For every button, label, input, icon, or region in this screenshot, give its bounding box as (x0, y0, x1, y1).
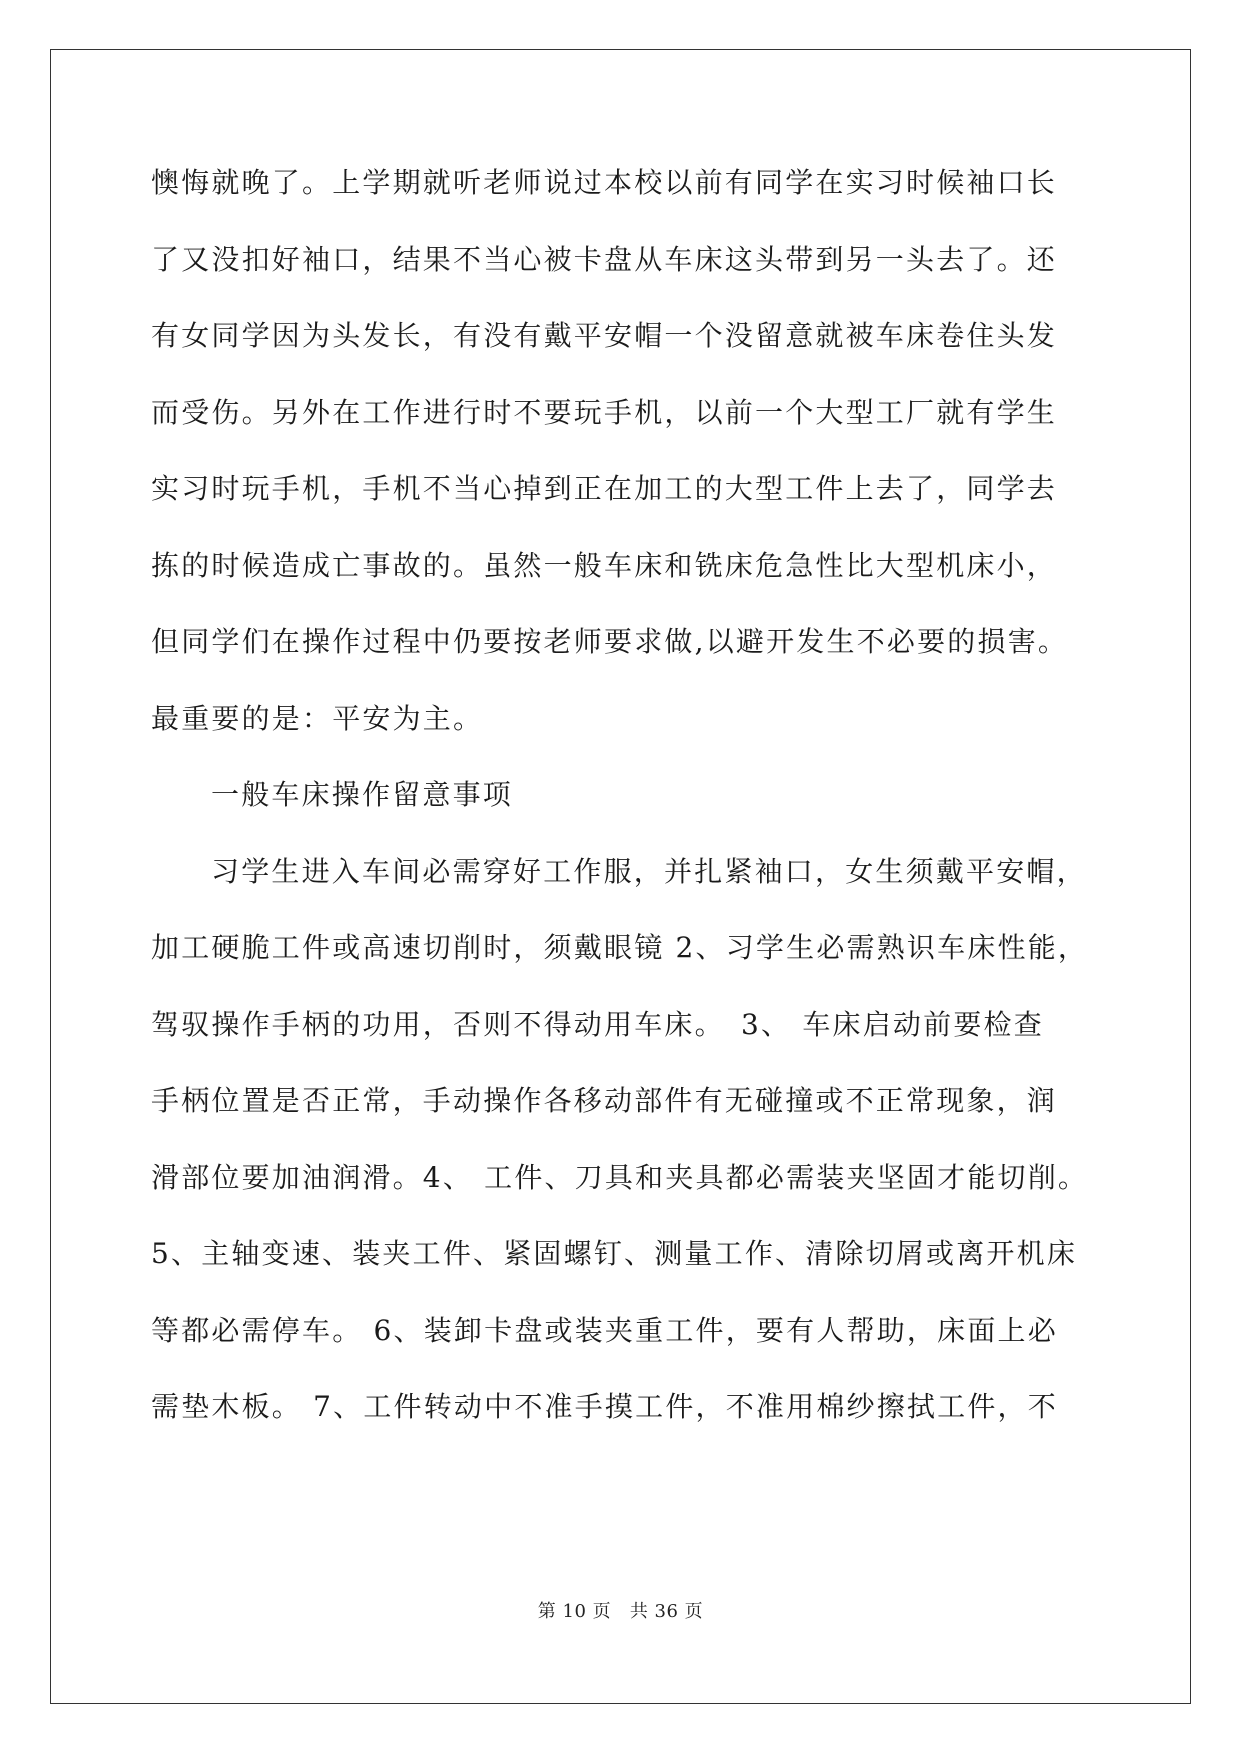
text-line: 了又没扣好袖口，结果不当心被卡盘从车床这头带到另一头去了。还 (151, 242, 1058, 276)
text-line: 驾驭操作手柄的功用，否则不得动用车床。 3、 车床启动前要检查 (151, 1007, 1044, 1041)
text-line: 拣的时候造成亡事故的。虽然一般车床和铣床危急性比大型机床小， (151, 548, 1058, 582)
text-line: 习学生进入车间必需穿好工作服，并扎紧袖口，女生须戴平安帽， (211, 854, 1087, 888)
document-body (151, 155, 1091, 1456)
text-line: 最重要的是：平安为主。 (151, 701, 484, 735)
text-line: 懊悔就晚了。上学期就听老师说过本校以前有同学在实习时候袖口长 (151, 166, 1058, 199)
text-line: 有女同学因为头发长，有没有戴平安帽一个没留意就被车床卷住头发 (151, 319, 1058, 352)
text-line: 5、主轴变速、装夹工件、紧固螺钉、测量工作、清除切屑或离开机床 (151, 1237, 1078, 1270)
text-line: 加工硬脆工件或高速切削时，须戴眼镜 2、习学生必需熟识车床性能， (151, 931, 1089, 964)
text-line: 而受伤。另外在工作进行时不要玩手机，以前一个大型工厂就有学生 (151, 395, 1058, 429)
text-line: 滑部位要加油润滑。4、 工件、刀具和夹具都必需装夹坚固才能切削。 (151, 1160, 1089, 1194)
text-line: 但同学们在操作过程中仍要按老师要求做,以避开发生不必要的损害。 (151, 625, 1069, 658)
text-line: 实习时玩手机，手机不当心掉到正在加工的大型工件上去了，同学去 (151, 472, 1058, 505)
text-line: 手柄位置是否正常，手动操作各移动部件有无碰撞或不正常现象，润 (151, 1084, 1058, 1117)
text-line: 需垫木板。 7、工件转动中不准手摸工件，不准用棉纱擦拭工件，不 (151, 1390, 1058, 1423)
page-footer (0, 1597, 1241, 1623)
text-line: 等都必需停车。 6、装卸卡盘或装夹重工件，要有人帮助，床面上必 (151, 1313, 1058, 1347)
page-number: 第 10 页 (537, 1601, 612, 1622)
page-total: 共 36 页 (629, 1601, 704, 1622)
section-heading: 一般车床操作留意事项 (211, 778, 514, 811)
